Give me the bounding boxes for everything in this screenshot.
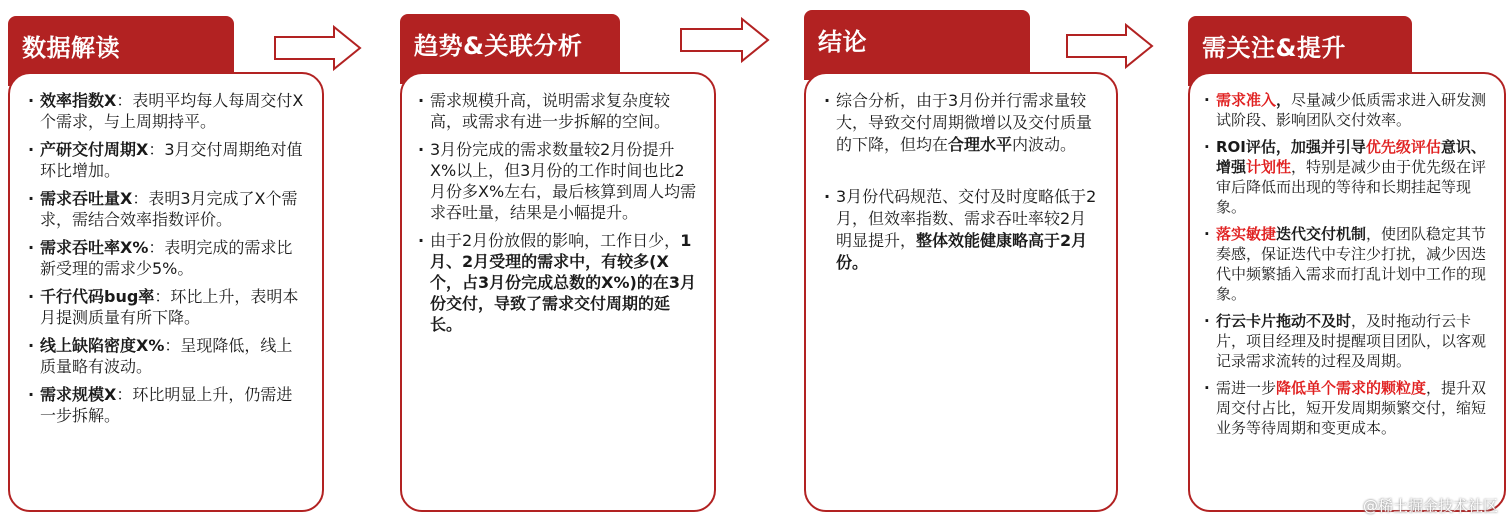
item-text: 内波动。 xyxy=(1012,135,1077,154)
item-text: 需求吞吐量X xyxy=(40,189,133,208)
item-text: 降低单个需求的颗粒度 xyxy=(1276,379,1427,397)
list-item xyxy=(418,90,700,132)
list-item xyxy=(1204,311,1494,371)
list-item xyxy=(1204,378,1494,438)
right-arrow-icon xyxy=(678,16,772,64)
list-item xyxy=(28,286,308,328)
item-text: 落实敏捷 xyxy=(1216,225,1277,243)
panel-body xyxy=(8,72,324,512)
item-text: 计划性 xyxy=(1246,158,1292,176)
item-text: 综合分析，由于3月份并行需求量较大，导致交付周期微增以及交付质量的下降，但均在 xyxy=(836,91,1093,154)
panel-title: 结论 xyxy=(804,10,1030,80)
item-text: 3月份代码规范、交付及时度略低于2月，但效率指数、需求吞吐率较2月明显提升， xyxy=(836,187,1097,250)
item-text: 迭代交付机制 xyxy=(1276,225,1367,243)
item-text: ：环比上升，表明本月提测质量有所下降。 xyxy=(40,287,299,327)
list-item xyxy=(1204,137,1494,217)
item-text: ，使团队稳定其节奏感，保证迭代中专注少打扰，减少因迭代中频繁插入需求而打乱计划中工作的现象。 xyxy=(1216,225,1487,303)
list-item xyxy=(28,384,308,426)
panel-title: 数据解读 xyxy=(8,16,234,86)
list-item xyxy=(824,90,1102,156)
item-text: 1月、2月受理的需求中，有较多(X个，占3月份完成总数的X%)的在3月份交付，导致了需求交付周期的延长。 xyxy=(430,231,696,334)
item-list xyxy=(824,90,1102,274)
list-item xyxy=(418,230,700,335)
item-text: 优先级评估 xyxy=(1365,138,1441,156)
item-text: 效率指数X xyxy=(40,91,117,110)
item-text: ：呈现降低，线上质量略有波动。 xyxy=(40,336,293,376)
item-text: 千行代码bug率 xyxy=(40,287,155,306)
item-list xyxy=(418,90,700,335)
item-text: 尽量减少低质需求进入研发测试阶段、影响团队交付效率。 xyxy=(1216,91,1487,129)
item-text: ：表明完成的需求比新受理的需求少5%。 xyxy=(40,238,293,278)
panel-body xyxy=(1188,72,1506,512)
item-text: ROI评估，加强并引导 xyxy=(1216,138,1366,156)
panel-body xyxy=(400,72,716,512)
panel-title: 需关注&提升 xyxy=(1188,16,1412,86)
item-text: ，及时拖动行云卡片，项目经理及时提醒项目团队，以客观记录需求流转的过程及周期。 xyxy=(1216,312,1487,370)
item-text: 需求规模升高，说明需求复杂度较高，或需求有进一步拆解的空间。 xyxy=(430,91,671,131)
item-text: ：3月交付周期绝对值环比增加。 xyxy=(40,140,303,180)
item-text: 需进一步 xyxy=(1216,379,1277,397)
list-item xyxy=(28,90,308,132)
item-text: 需求吞吐率X% xyxy=(40,238,149,257)
item-text: 3月份完成的需求数量较2月份提升X%以上，但3月份的工作时间也比2月份多X%左右，最后核算到周人均需求吞吐量，结果是小幅提升。 xyxy=(430,140,697,222)
right-arrow-icon xyxy=(1064,22,1156,70)
item-text: ：表明3月完成了X个需求，需结合效率指数评价。 xyxy=(40,189,298,229)
item-text: ，特别是减少由于优先级在评审后降低而出现的等待和长期挂起等现象。 xyxy=(1216,158,1487,216)
list-item xyxy=(418,139,700,223)
item-text: 整体效能健康略高于2月份。 xyxy=(836,231,1088,272)
list-item xyxy=(28,237,308,279)
list-item xyxy=(28,188,308,230)
item-text: ：环比明显上升，仍需进一步拆解。 xyxy=(40,385,293,425)
list-item xyxy=(28,139,308,181)
item-text: 合理水平 xyxy=(948,135,1013,154)
list-item xyxy=(1204,90,1494,130)
list-item xyxy=(1204,224,1494,304)
item-text: 线上缺陷密度X% xyxy=(40,336,165,355)
item-text: 行云卡片拖动不及时 xyxy=(1216,312,1352,330)
list-item xyxy=(824,186,1102,274)
list-item xyxy=(28,335,308,377)
panel-body xyxy=(804,72,1118,512)
item-text: 需求准入 xyxy=(1216,91,1277,109)
item-text: ，提升双周交付占比，短开发周期频繁交付，缩短业务等待周期和变更成本。 xyxy=(1216,379,1487,437)
panel-title: 趋势&关联分析 xyxy=(400,14,620,84)
item-list xyxy=(28,90,308,426)
item-text: 由于2月份放假的影响，工作日少， xyxy=(430,231,681,250)
item-list xyxy=(1204,90,1494,438)
item-text: 产研交付周期X xyxy=(40,140,149,159)
item-text: 需求规模X xyxy=(40,385,117,404)
item-text: ：表明平均每人每周交付X个需求，与上周期持平。 xyxy=(40,91,304,131)
item-text: 意识、增强 xyxy=(1216,138,1486,176)
item-text: ， xyxy=(1276,91,1292,109)
right-arrow-icon xyxy=(272,24,364,72)
watermark: @稀土掘金技术社区 xyxy=(1362,497,1498,515)
